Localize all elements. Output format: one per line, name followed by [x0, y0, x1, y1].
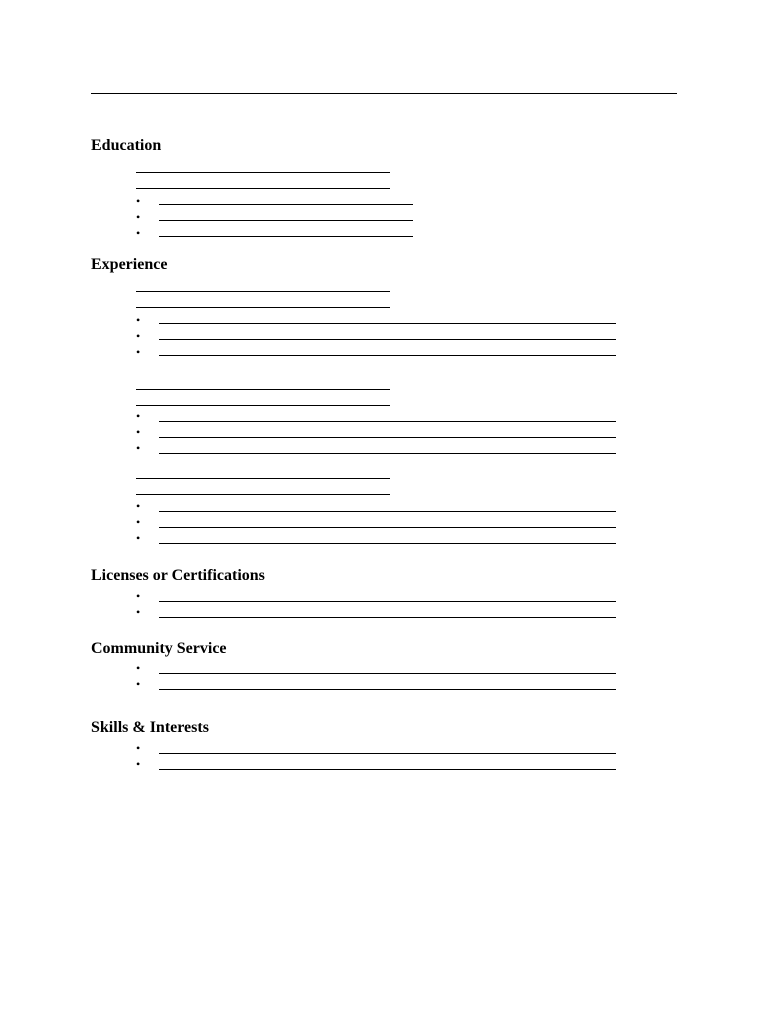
blank-line[interactable] [136, 494, 390, 495]
bullet-blank-line[interactable] [159, 543, 616, 544]
bullet-blank-line[interactable] [159, 527, 616, 528]
bullet: • [136, 499, 141, 513]
bullet: • [136, 605, 141, 619]
bullet: • [136, 531, 141, 545]
section-heading-community: Community Service [91, 640, 227, 657]
bullet: • [136, 757, 141, 771]
blank-line[interactable] [136, 291, 390, 292]
bullet: • [136, 313, 141, 327]
bullet-blank-line[interactable] [159, 617, 616, 618]
bullet: • [136, 345, 141, 359]
bullet: • [136, 425, 141, 439]
bullet-blank-line[interactable] [159, 437, 616, 438]
blank-line[interactable] [136, 172, 390, 173]
blank-line[interactable] [136, 188, 390, 189]
bullet-blank-line[interactable] [159, 511, 616, 512]
bullet: • [136, 441, 141, 455]
section-heading-experience: Experience [91, 256, 168, 273]
bullet-blank-line[interactable] [159, 673, 616, 674]
bullet: • [136, 194, 141, 208]
bullet-blank-line[interactable] [159, 339, 616, 340]
header-rule [91, 93, 677, 94]
bullet: • [136, 677, 141, 691]
bullet-blank-line[interactable] [159, 769, 616, 770]
bullet-blank-line[interactable] [159, 421, 616, 422]
section-heading-education: Education [91, 137, 162, 154]
bullet-blank-line[interactable] [159, 753, 616, 754]
bullet: • [136, 589, 141, 603]
bullet: • [136, 515, 141, 529]
bullet: • [136, 661, 141, 675]
bullet-blank-line[interactable] [159, 601, 616, 602]
bullet-blank-line[interactable] [159, 689, 616, 690]
blank-line[interactable] [136, 389, 390, 390]
section-heading-skills: Skills & Interests [91, 719, 209, 736]
bullet: • [136, 329, 141, 343]
bullet-blank-line[interactable] [159, 220, 413, 221]
bullet: • [136, 409, 141, 423]
bullet: • [136, 210, 141, 224]
bullet-blank-line[interactable] [159, 453, 616, 454]
section-heading-licenses: Licenses or Certifications [91, 567, 265, 584]
bullet: • [136, 741, 141, 755]
bullet-blank-line[interactable] [159, 236, 413, 237]
blank-line[interactable] [136, 405, 390, 406]
blank-line[interactable] [136, 307, 390, 308]
bullet-blank-line[interactable] [159, 355, 616, 356]
bullet-blank-line[interactable] [159, 323, 616, 324]
bullet: • [136, 226, 141, 240]
bullet-blank-line[interactable] [159, 204, 413, 205]
blank-line[interactable] [136, 478, 390, 479]
